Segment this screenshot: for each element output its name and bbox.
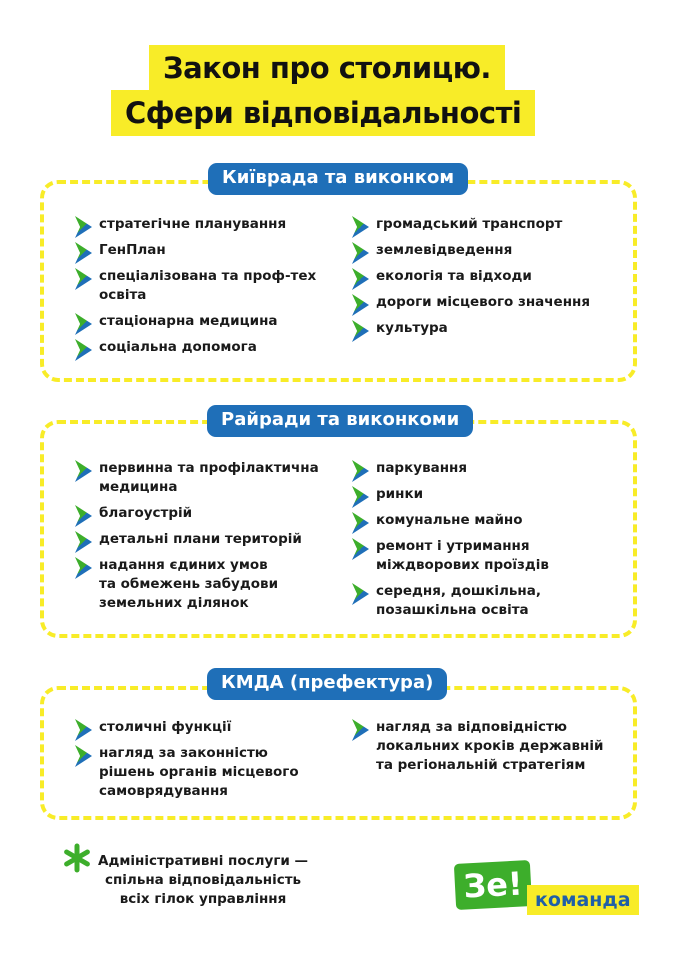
list-item: паркування	[352, 459, 549, 485]
footnote-text: Адміністративні послуги — спільна відповідальність всіх гілок управління	[98, 853, 309, 907]
logo-word: команда	[527, 885, 639, 915]
arrow-chevron-icon	[75, 216, 92, 238]
logo-mark: Зе!	[454, 860, 532, 910]
arrow-chevron-icon	[352, 294, 369, 316]
section-heading-kyivrada: Київрада та виконком	[208, 163, 468, 195]
list-item: спеціалізована та проф-тех освіта	[75, 267, 316, 312]
arrow-chevron-icon	[75, 460, 92, 482]
list-item: благоустрій	[75, 504, 319, 530]
arrow-chevron-icon	[352, 320, 369, 342]
list-item: ринки	[352, 485, 549, 511]
arrow-chevron-icon	[75, 268, 92, 290]
arrow-chevron-icon	[75, 531, 92, 553]
list-item: стаціонарна медицина	[75, 312, 316, 338]
asterisk-icon	[62, 843, 92, 873]
arrow-chevron-icon	[75, 719, 92, 741]
arrow-chevron-icon	[75, 339, 92, 361]
list-item: ремонт і утримання міждворових проїздів	[352, 537, 549, 582]
list-item: середня, дошкільна, позашкільна освіта	[352, 582, 549, 627]
list-item: культура	[352, 319, 590, 345]
arrow-chevron-icon	[352, 216, 369, 238]
section-1-left-list	[75, 215, 316, 364]
list-item: первинна та профілактична медицина	[75, 459, 319, 504]
list-item: детальні плани територій	[75, 530, 319, 556]
list-item: надання єдиних умов та обмежень забудови земельних ділянок	[75, 556, 319, 620]
list-item: землевідведення	[352, 241, 590, 267]
arrow-chevron-icon	[352, 583, 369, 605]
list-item: нагляд за законністю рішень органів місцевого самоврядування	[75, 744, 299, 808]
arrow-chevron-icon	[75, 505, 92, 527]
list-item: ГенПлан	[75, 241, 316, 267]
section-heading-rayrady: Райради та виконкоми	[207, 405, 473, 437]
list-item: дороги місцевого значення	[352, 293, 590, 319]
arrow-chevron-icon	[75, 242, 92, 264]
arrow-chevron-icon	[352, 268, 369, 290]
arrow-chevron-icon	[352, 719, 369, 741]
list-item: соціальна допомога	[75, 338, 316, 364]
list-item: громадський транспорт	[352, 215, 590, 241]
list-item: нагляд за відповідністю локальних кроків державній та регіональній стратегіям	[352, 718, 603, 782]
list-item: столичні функції	[75, 718, 299, 744]
section-3-left-list	[75, 718, 299, 808]
arrow-chevron-icon	[75, 557, 92, 579]
list-item: стратегічне планування	[75, 215, 316, 241]
section-heading-kmda: КМДА (префектура)	[207, 668, 447, 700]
arrow-chevron-icon	[352, 538, 369, 560]
section-3-right-list	[352, 718, 603, 782]
arrow-chevron-icon	[352, 512, 369, 534]
arrow-chevron-icon	[352, 242, 369, 264]
title-line-1: Закон про столицю.	[149, 45, 505, 91]
arrow-chevron-icon	[352, 460, 369, 482]
arrow-chevron-icon	[352, 486, 369, 508]
section-2-right-list	[352, 459, 549, 627]
list-item: комунальне майно	[352, 511, 549, 537]
section-2-left-list	[75, 459, 319, 620]
section-1-right-list	[352, 215, 590, 345]
list-item: екологія та відходи	[352, 267, 590, 293]
arrow-chevron-icon	[75, 313, 92, 335]
title-line-2: Сфери відповідальності	[111, 90, 535, 136]
arrow-chevron-icon	[75, 745, 92, 767]
